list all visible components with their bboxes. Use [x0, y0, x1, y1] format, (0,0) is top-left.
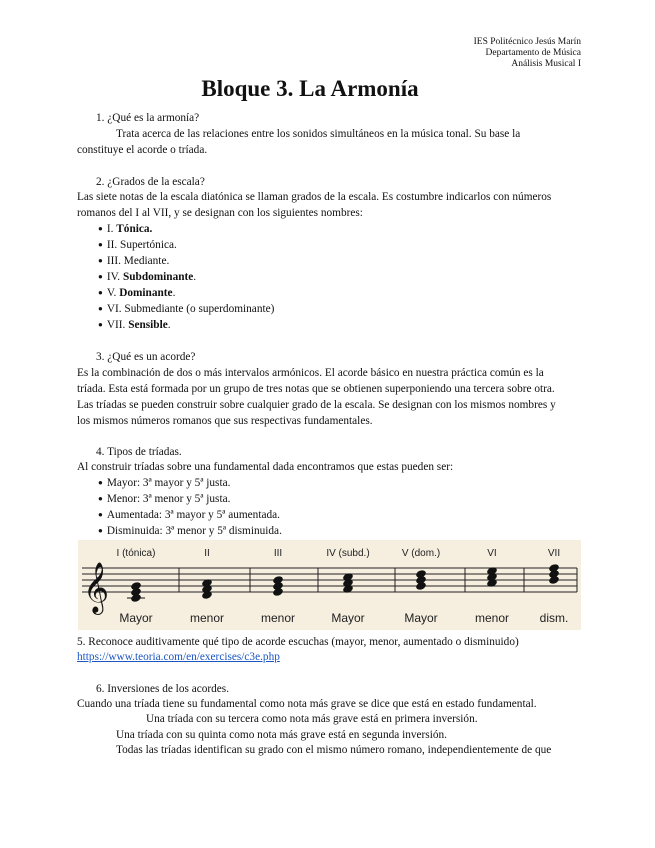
quality-label: menor [189, 611, 225, 625]
treble-clef-icon: 𝄞 [83, 562, 110, 613]
section-6-line-3: Una tríada con su quinta como nota más grave está en segunda inversión. [116, 729, 447, 741]
exercise-link[interactable]: https://www.teoria.com/en/exercises/c3e.php [77, 651, 280, 663]
section-6-line-2: Una tríada con su tercera como nota más grave está en primera inversión. [146, 713, 478, 725]
degree-item: ● VI. Submediante (o superdominante) [98, 302, 274, 317]
quality-label: menor [260, 611, 296, 625]
section-3-heading: 3. ¿Qué es un acorde? [96, 351, 196, 363]
section-5-heading: 5. Reconoce auditivamente qué tipo de acorde escuchas (mayor, menor, aumentado o disminuido) [77, 636, 519, 648]
section-6-heading: 6. Inversiones de los acordes. [96, 683, 230, 695]
triad-type-item: ● Aumentada: 3ª mayor y 5ª aumentada. [98, 508, 280, 523]
degree-label: II [204, 548, 210, 559]
section-1-text-2: constituye el acorde o tríada. [77, 144, 208, 156]
section-2-text-1: Las siete notas de la escala diatónica se llaman grados de la escala. Es costumbre indicarlos con números [77, 191, 552, 203]
triad-type-item: ● Mayor: 3ª mayor y 5ª justa. [98, 476, 230, 491]
degree-label: I (tónica) [116, 548, 156, 559]
quality-label: dism. [539, 611, 569, 625]
department-name: Departamento de Música [485, 48, 581, 58]
degree-label: III [273, 548, 283, 559]
degree-label: VII [547, 548, 561, 559]
section-1-text-1: Trata acerca de las relaciones entre los sonidos simultáneos en la música tonal. Su base la [116, 128, 521, 140]
section-3-line: Las tríadas se pueden construir sobre cualquier grado de la escala. Se designan con los mismos nombres y [77, 399, 556, 411]
degree-item: ● I. Tónica. [98, 222, 152, 237]
degree-item: ● IV. Subdominante. [98, 270, 196, 285]
triad-type-item: ● Disminuida: 3ª menor y 5ª disminuida. [98, 524, 282, 539]
degree-item: ● II. Supertónica. [98, 238, 177, 253]
degree-label: V (dom.) [401, 548, 441, 559]
quality-label: Mayor [119, 611, 153, 625]
course-name: Análisis Musical I [511, 59, 581, 69]
section-4-intro: Al construir tríadas sobre una fundamental dada encontramos que estas pueden ser: [77, 461, 454, 473]
quality-label: menor [474, 611, 510, 625]
section-2-text-2: romanos del I al VII, y se designan con los siguientes nombres: [77, 207, 363, 219]
quality-label: Mayor [404, 611, 438, 625]
quality-label: Mayor [331, 611, 365, 625]
degree-label: IV (subd.) [326, 548, 370, 559]
degree-item: ● VII. Sensible. [98, 318, 171, 333]
triad-type-item: ● Menor: 3ª menor y 5ª justa. [98, 492, 230, 507]
section-4-heading: 4. Tipos de tríadas. [96, 446, 182, 458]
page-title: Bloque 3. La Armonía [201, 76, 419, 101]
degree-label: VI [487, 548, 497, 559]
section-6-line-4: Todas las tríadas identifican su grado con el mismo número romano, independientemente de que [116, 744, 552, 756]
degree-item: ● III. Mediante. [98, 254, 169, 269]
section-3-line: Es la combinación de dos o más intervalos armónicos. El acorde básico en nuestra práctica común es la [77, 367, 544, 379]
section-2-heading: 2. ¿Grados de la escala? [96, 176, 205, 188]
section-6-line-1: Cuando una tríada tiene su fundamental como nota más grave se dice que está en estado fundamental. [77, 698, 537, 710]
section-1-heading: 1. ¿Qué es la armonía? [96, 112, 200, 124]
triads-staff-figure [78, 540, 581, 630]
section-3-line: los mismos números romanos que sus respectivas fundamentales. [77, 415, 373, 427]
section-3-line: tríada. Esta está formada por un grupo de tres notas que se obtienen superponiendo una tercera sobre otra. [77, 383, 555, 395]
school-name: IES Politécnico Jesús Marín [473, 37, 581, 47]
degree-item: ● V. Dominante. [98, 286, 175, 301]
